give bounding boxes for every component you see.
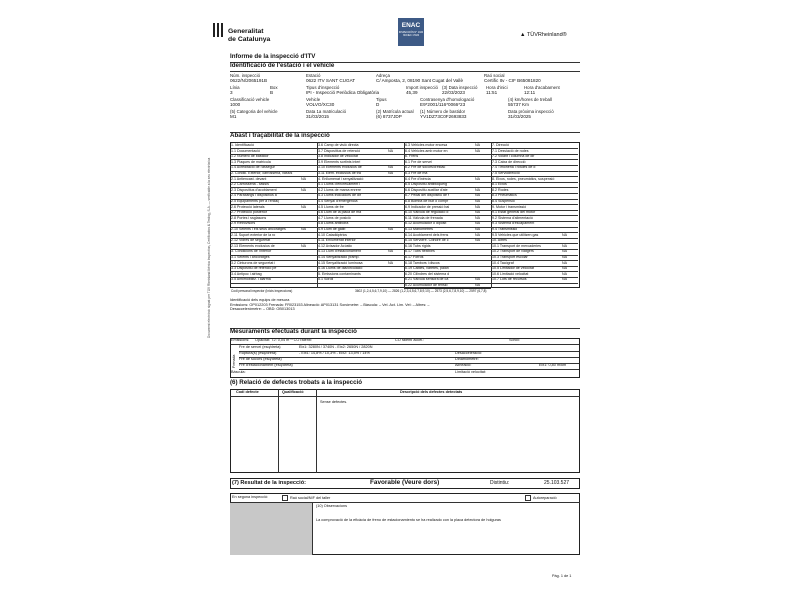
scope-item: 7. Direcció (492, 143, 509, 147)
defects-header-qualification: Qualificació (282, 390, 304, 394)
workshop-checkbox[interactable] (282, 495, 288, 501)
scope-item: 2.4 Paraxangs i dispositius a (231, 193, 277, 198)
scope-item: 6.16 Tubs rígids (405, 243, 431, 248)
scope-item: 5. Emissions contaminants (318, 271, 361, 276)
scope-item: 3.10 Elements exclusius de (318, 165, 362, 170)
scope-item: 6.5 Dispositiu antibloqueig (405, 182, 447, 187)
scope-item: 9.2 Sistema d'alimentació (492, 215, 533, 220)
scope-item: 6.22 Acumulador de tensió (405, 283, 448, 287)
scope-item-status: NA (301, 243, 306, 248)
scope-item: 3.7 Dispositius de retenció (318, 148, 361, 153)
scope-item: 6.21 Vàlvula sensora de cà (405, 277, 449, 282)
scope-item: 6.13 Manòmetres (405, 227, 433, 231)
scope-item: 1.4 Acreditació de l'assegur (231, 165, 275, 170)
scope-item: 4.16 Llums de dia/circulació (318, 266, 363, 271)
scope-item: 4.6 Llum de la placa de ma (318, 210, 362, 215)
scope-item: 6.18 Tambors i discos (405, 260, 440, 265)
scope-item: 10.2 Transport de viatgers (492, 249, 534, 254)
identification-title: Identificació de l'estació i el vehicle (230, 62, 335, 69)
scope-item-status: NA (475, 221, 480, 226)
scope-item: 10.6 Limitació velocitat (492, 271, 529, 276)
tuv-triangle-icon: ▲ (520, 32, 526, 38)
scope-footer: Codi personal inspector (Inicis inspeccions) 3602 (1,2,4,5,6,7,9,10) — 2826 (1,2,3,4,5,6,7,8,9,10) — 2573 (2,5,6,7,8,9,10) — 2597 (6,7,8) (231, 289, 487, 293)
scope-item: 3.11 Elem. exclusius de tra (318, 171, 361, 175)
scope-item-status: NA (301, 187, 306, 192)
scope-item: 7.4 Timoneria i ròtules de d (492, 165, 536, 170)
scope-item-status: NA (562, 243, 567, 248)
scope-item: 2.13 Elements exclusius de (231, 243, 275, 248)
scope-item-status: NA (388, 148, 393, 153)
scope-item: 8. Eixos, rodes, pneumàtics, suspensió (492, 176, 555, 181)
scope-item: 4.7 Llums de posició (318, 215, 351, 220)
scope-item: 4.9 Llum de gàlib (318, 227, 346, 231)
scope-item-status: NA (301, 204, 306, 209)
measurements-title: Mesuraments efectuats durant la inspecció (230, 328, 357, 335)
scope-item: 6.20 Cilindres del sistema d (405, 271, 450, 276)
scope-item: 4.8 Llums antiboira (318, 221, 349, 226)
scope-item: 6.14 Acoblament dels frens (405, 232, 449, 237)
scope-item: 2.11 Suport exterior de la ro (231, 232, 276, 237)
ident-row-3: Classificació vehicle 1000 Vehicle VOLVO/XC30 Tipus D Contrasenya d'homologació E9*2001/116*0066*23 (4) km/hores de treball 55737 Km (230, 97, 552, 107)
scope-item: 6.3 Fre de mà (405, 171, 428, 175)
observations-label: (10) Observacions (316, 504, 348, 508)
scope-title: Abast i traçabilitat de la inspecció (230, 132, 330, 139)
scope-item: 9.1 Estat general del motor (492, 210, 536, 215)
scope-item: 6.9 Indicador de pressió bai (405, 204, 450, 209)
org-name: Generalitat de Catalunya (228, 28, 271, 43)
scope-item: 6.19 Cables, varetes, palan (405, 266, 449, 271)
scope-item-status: NA (475, 204, 480, 209)
enac-logo-icon: ENAC INSPECCIÓN N° 1020 ISO/IEC 17020 (398, 18, 424, 46)
redacted-stamp (230, 503, 312, 555)
scope-item: 3.4 Antipoc i airbag (231, 271, 262, 276)
scope-item: 4.10 Catadiòptrics (318, 232, 347, 237)
side-legal-text: Document electrònic signat per TÜV Rheinland Ibérica Inspection, Certification & Testing, S.A. — verificable a la seu electrònica (207, 157, 211, 338)
scope-item-status: NA (388, 249, 393, 254)
scope-item: 8.3 Pneumàtics (492, 193, 517, 198)
scope-item: 10.1 Transport de mercaderies (492, 243, 541, 248)
scope-item: 6.8 Bomba de buit o compr (405, 199, 449, 203)
measurement-equipment: Identificació dels equips de mesura Emissions: OP012203 Frenada: FR023153 Alineació: AP013131 Sonòmetre: – Bàscula: – Vel. Act. Lim. Vel: – Altres: – Desaccelerómetre: – OBD: OB013013 (230, 298, 430, 311)
scope-item: 6.17 Forros (405, 255, 424, 259)
scope-item: 1.2 Número de bastidor (231, 154, 269, 159)
scope-item: 4.2 Llums de marxa enrere (318, 187, 361, 192)
ident-row-2: Línia 3 Box B Tipus d'inspecció IPI - Inspecció Periòdica Obligatòria Import inspecció 45,39 (3) Data inspecció 22/03/2023 Hora d'inici 11:51 Hora d'acabament 12:11 (230, 85, 560, 95)
scope-item: 2.9 Retrovisors (231, 221, 256, 226)
scope-item: 4.11 Enllumenat interior (318, 238, 356, 243)
scope-item: 4. Enllumenat i senyalització (318, 176, 364, 181)
scope-item: 4.14 Senyalització (tramp. (318, 255, 360, 259)
scope-item: 4.13 Llum d'estacionament (318, 249, 361, 254)
scope-item: 3.5 Antiimobilitz. i alarma (231, 277, 271, 282)
scope-item: 6.10 Vàlvula de regulació d (405, 210, 449, 215)
scope-item-status: NA (475, 227, 480, 231)
workshop-field: Raó social/NIF del taller (282, 495, 330, 501)
scope-item: 6.1 Fre de servei (405, 159, 432, 164)
second-inspection-label: En segona inspecció: (232, 495, 269, 499)
scope-item: 4.12 Avisador Acústic (318, 243, 353, 248)
page-number: Pàg. 1 de 1 (552, 574, 572, 578)
scope-item: 2.5 Equipaments per a l'enllaç (231, 199, 280, 203)
scope-item: 3. Condicions de l'interior (231, 249, 272, 254)
defects-header-code: Codi defecte (236, 390, 259, 394)
scope-item-status: NA (562, 277, 567, 282)
scope-item: 2.3 Dispositius d'acoblament (231, 187, 277, 192)
scope-item: 10.3 Transport escolar (492, 255, 528, 259)
scope-item-status: NA (475, 193, 480, 198)
scope-item-status: NA (301, 176, 306, 181)
scope-item-status: NA (301, 227, 306, 231)
ident-row-1: Núm. inspecció 0622/N/2065191B Estació 0622 ITV SANT CUGAT Adreça C/ Amposta, 2, 08190 Sant Cugat del Vallè Raó social Certific Itv - CIF B65081820 (230, 73, 541, 83)
scope-item: 4.1 Llums d'encreuament i (318, 182, 361, 187)
scope-item: 1. Identificació (231, 143, 254, 147)
scope-item: 6.4 Fre d'inèrcia (405, 176, 431, 181)
scope-item: 6.15 Servofre. Cilindre de c (405, 238, 449, 243)
tuv-logo: ▲ TÜVRheinland® (520, 32, 567, 38)
scope-item: 7.2 Volant i columna de dir (492, 154, 535, 159)
inspection-report-page: Document electrònic signat per TÜV Rheinland Ibérica Inspection, Certification & Testing, S.A. — verificable a la seu electrònica Generalitat de Catalunya ENAC INSPECCIÓN N° 1020 ISO/IEC 17020 ▲ TÜVRheinland® Informe de la inspecció d'ITV Identificació de l'estació i el vehicle Núm. inspecció 0622/N/2065191B Estació 0622 ITV SANT CUGAT Adreça C/ Amposta, 2, 08190 Sant Cugat del Vallè Raó social Certific Itv - CIF B65081820 Línia 3 Box B Tipus d'inspecció IPI - Inspecció Periòdica Obligatòria Import inspecció 45,39 (3) Data inspecció 22/03/2023 Hora d'inici 11:51 Hora d'acabament 12:11 Classificació vehicle 1000 Vehicle VOLVO/XC30 Tipus D Contrasenya d'homologació E9*2001/116*0066*23 (4) km/hores de treball 55737 Km (5) Categoria del vehicle M1 Data 1a matriculació 31/03/2015 (2) Matrícula actual (6) 8737JDP (1) Número de bastidor YV1DZ73C0F2693833 Data pròxima inspecció 31/03/2025 Abast i traçabilitat de la inspecció 1. Identificació 1.1 Documentació 1.2 Número de bastidor 1.3 Plaques de matrícula 1.4 Acreditació de l'assegur 2. Condic. Exterior, carrosseria, xassís 2.1 Antiencast. devant NA 2.2 Carrosseria - xassís 2.3 Dispositius d'acoblament NA 2.4 Paraxangs i dispositius a 2.5 Equipaments per a l'enllaç 2.6 Protecció laterals NA 2.7 Protecció posterior 2.8 Portes i ssglasons 2.9 Retrovisors 2.10 Seients i els seus ancoratges NA 2.11 Suport exterior de la ro 2.12 Vidres de seguretat 2.13 Elements exclusius de NA 3. Condicions de l'interior 3.1 Seients i ancoratges 3.2 Cinturons de seguretat i 3.3 Dispositiu de retenció pe 3.4 Antipoc i airbag 3.5 Antiimobilitz. i alarma 3.6 Camp de visió directa 3.7 Dispositius de retenció NA 3.8 Indicador de velocitat 3.9 Elements sortints interi 3.10 Elements exclusius de NA 3.11 Elem. exclusius de tra NA 4. Enllumenat i senyalització 4.1 Llums d'encreuament i 4.2 Llums de marxa enrere 4.3 Llums indicadors de dir 4.4 Senyal d'emergència 4.5 Llums de fre 4.6 Llum de la placa de ma 4.7 Llums de posició 4.8 Llums antiboira 4.9 Llum de gàlib NA 4.10 Catadiòptrics 4.11 Enllumenat interior 4.12 Avisador Acústic 4.13 Llum d'estacionament NA 4.14 Senyalització (tramp. 4.15 Senyalització luminosa NA 4.16 Llums de dia/circulació 5. Emissions contaminants 5.1 Soroll 6.3 Vehicles motor encesa NA 6.4 Vehicles amb motor en NA 6. Frens 6.1 Fre de servei 6.2 Fre de socors/d'estac 6.3 Fre de mà 6.4 Fre d'inèrcia NA 6.5 Dispositiu antibloqueig 6.6 Dispositiu auxiliar d'ate NA 6.7 Pedal del dispositiu de f NA 6.8 Bomba de buit o compr NA 6.9 Indicador de pressió bai NA 6.10 Vàlvula de regulació d NA 6.11 Vàlvula de frenada NA 6.12 Acumulador o dipòsit NA 6.13 Manòmetres NA 6.14 Acoblament dels frens NA 6.15 Servofre. Cilindre de c NA 6.16 Tubs rígids 6.17 Tubs flexibles 6.17 Forros 6.18 Tambors i discos 6.19 Cables, varetes, palan 6.20 Cilindres del sistema d 6.21 Vàlvula sensora de cà NA 6.22 Acumulador de tensió NA 7. Direcció 7.1 Desviació de rodes 7.2 Volant i columna de dir 7.3 Caixa de direcció 7.4 Timoneria i ròtules de d 7.5 Servodirecció 8. Eixos, rodes, pneumàtics, suspensió 8.1 Eixos 8.2 Rodes 8.3 Pneumàtics 8.4 Suspensió 9. Motor i transmissió 9.1 Estat general del motor 9.2 Sistema d'alimentació 9.3 Sistema d'escapament 9.4 Transmissió 9.5 Vehicles que utilitzen gas NA 10. Altres 10.1 Transport de mercaderies NA 10.2 Transport de viatgers NA 10.3 Transport escolar NA 10.4 Tacògraf NA 10.5 Limitador de velocitat NA 10.6 Limitació velocitat NA 10.7 Lots de recursos NA Codi personal inspector (Inicis inspeccions) 3602 (1,2,4,5,6,7,9,10) — 2826 (1,2,3,4,5,6,7,8,9,10) — 2573 (2,5,6,7,8,9,10) — 2597 (6,7,8) Identificació dels equips de mesura Emissions: OP012203 Frenada: FR023153 Alineació: AP013131 Sonòmetre: – Bàscula: – Vel. Act. Lim. Vel: – Altres: – Desaccelerómetre: – OBD: OB013013 Mesuraments efectuats durant la inspecció Emissions: Opacitat: T2: 0,04 m⁻¹ CO ralentí: CO ralentí accel.: Soroll: Frenada Fre de servei (esq/dreta) Eix1: 3280N / 3740N - Eix2: 2650N / 2820N Ruptura(s) (esq/dreta) - Eix1: 14,8% / 10,3% - Eix2: 13,5% / 14% Desacceleració: Fre de socors (esq/dreta) Dinamòmetre: Fre d'estacionament (esq/dreta) Alineació: Eix1: 0,80 m/km Bàscula: Limitació velocitat: (6) Relació de defectes trobats a la inspecció Codi defecte Qualificació Descripció dels defectes detectats Sense defectes. (7) Resultat de la inspecció: Favorable (Veure dors) Distintiu: 25.103.527 En segona inspecció: Raó social/NIF del taller Autoreparació (10) Observacions La comprovació de la eficàcia de freno de estacionamiento se ha realizado con la placa detectora de holguras Pàg. 1 de 1 (200, 8, 586, 593)
scope-item-status: NA (388, 227, 393, 231)
emissions-label: Emissions: (231, 338, 250, 342)
scope-item-status: NA (388, 171, 393, 175)
scope-item: 6.2 Fre de socors/d'estac (405, 165, 446, 170)
scope-item: 10.7 Lots de recursos (492, 277, 527, 282)
scope-item-status: NA (475, 210, 480, 215)
scope-item: 2.1 Antiencast. devant (231, 176, 267, 181)
defects-header-description: Descripció dels defectes detectats (400, 390, 463, 394)
scope-item: 10.4 Tacògraf (492, 260, 514, 265)
scope-item-status: NA (475, 187, 480, 192)
scope-item-status: NA (388, 165, 393, 170)
scope-item-status: NA (562, 232, 567, 237)
self-repair-checkbox[interactable] (525, 495, 531, 501)
scope-item: 4.3 Llums indicadors de dir (318, 193, 361, 198)
scope-item: 3.9 Elements sortints interi (318, 159, 361, 164)
scope-item: 1.3 Plaques de matrícula (231, 159, 271, 164)
scope-item-status: NA (562, 255, 567, 259)
scope-item: 9.3 Sistema d'escapament (492, 221, 535, 226)
scope-item: 3.2 Cinturons de seguretat i (231, 260, 276, 265)
scope-item: 9. Motor i transmissió (492, 204, 527, 209)
defects-title: (6) Relació de defectes trobats a la inspecció (230, 379, 363, 386)
scope-item: 9.4 Transmissió (492, 227, 518, 231)
observations-text: La comprovació de la eficàcia de freno de estacionamiento se ha realizado con la placa detectora de holguras (316, 518, 501, 522)
scope-item-status: NA (562, 271, 567, 276)
scope-item-status: NA (475, 283, 480, 287)
scope-item: 6. Frens (405, 154, 419, 159)
defects-table (230, 389, 580, 473)
scope-item-status: NA (562, 266, 567, 271)
scope-item: 5.1 Soroll (318, 277, 334, 282)
ident-row-4: (5) Categoria del vehicle M1 Data 1a matriculació 31/03/2015 (2) Matrícula actual (6) 8737JDP (1) Número de bastidor YV1DZ73C0F2693833 Data pròxima inspecció 31/03/2025 (230, 109, 554, 119)
scope-item: 6.17 Tubs flexibles (405, 249, 435, 254)
scope-item: 6.7 Pedal del dispositiu de f (405, 193, 449, 198)
scope-item: 8.2 Rodes (492, 187, 509, 192)
scope-item-status: NA (475, 215, 480, 220)
scope-item: 2. Condic. Exterior, carrosseria, xassís (231, 171, 293, 175)
scope-item: 4.15 Senyalització luminosa (318, 260, 363, 265)
scope-item-status: NA (562, 260, 567, 265)
scope-item: 10.5 Limitador de velocitat (492, 266, 534, 271)
scope-item-status: NA (475, 238, 480, 243)
scope-item: 6.4 Vehicles amb motor en (405, 148, 448, 153)
scope-item: 8.1 Eixos (492, 182, 507, 187)
scope-item: 2.8 Portes i ssglasons (231, 215, 267, 220)
scope-item-status: NA (475, 232, 480, 237)
frenada-label: Frenada (232, 354, 236, 368)
scope-item: 6.6 Dispositiu auxiliar d'ate (405, 187, 448, 192)
self-repair-field: Autoreparació (525, 495, 557, 501)
scope-item: 6.3 Vehicles motor encesa (405, 143, 448, 147)
scope-item: 3.1 Seients i ancoratges (231, 255, 270, 259)
scope-item: 7.3 Caixa de direcció (492, 159, 526, 164)
result-label: (7) Resultat de la inspecció: (232, 480, 306, 486)
badge-label: Distintiu: (490, 480, 510, 486)
scope-item: 3.3 Dispositiu de retenció pe (231, 266, 277, 271)
no-defects-text: Sense defectes. (320, 400, 348, 404)
scope-item: 7.1 Desviació de rodes (492, 148, 529, 153)
scope-item: 2.7 Protecció posterior (231, 210, 267, 215)
scope-item: 2.2 Carrosseria - xassís (231, 182, 269, 187)
scope-item: 2.6 Protecció laterals (231, 204, 265, 209)
scope-item: 1.1 Documentació (231, 148, 260, 153)
result-value: Favorable (Veure dors) (370, 479, 440, 486)
scope-item: 10. Altres (492, 238, 507, 243)
scope-item: 2.10 Seients i els seus ancoratges (231, 227, 286, 231)
scope-item-status: NA (562, 249, 567, 254)
scope-item: 4.4 Senyal d'emergència (318, 199, 358, 203)
doc-title: Informe de la inspecció d'ITV (230, 53, 316, 60)
scope-item-status: NA (475, 148, 480, 153)
scope-item-status: NA (475, 143, 480, 147)
scope-item: 8.4 Suspensió (492, 199, 515, 203)
scope-item: 4.5 Llums de fre (318, 204, 344, 209)
scope-item-status: NA (388, 260, 393, 265)
scope-item-status: NA (475, 277, 480, 282)
scope-item: 3.8 Indicador de velocitat (318, 154, 358, 159)
scope-item: 6.11 Vàlvula de frenada (405, 215, 443, 220)
badge-number: 25.103.527 (544, 480, 570, 486)
scope-item: 2.12 Vidres de seguretat (231, 238, 271, 243)
scope-item: 3.6 Camp de visió directa (318, 143, 359, 147)
scope-item-status: NA (475, 199, 480, 203)
scope-item: 6.12 Acumulador o dipòsit (405, 221, 447, 226)
scope-item: 7.5 Servodirecció (492, 171, 520, 175)
generalitat-logo-icon (212, 22, 224, 38)
scope-item-status: NA (475, 176, 480, 181)
scope-item: 9.5 Vehicles que utilitzen gas (492, 232, 539, 237)
